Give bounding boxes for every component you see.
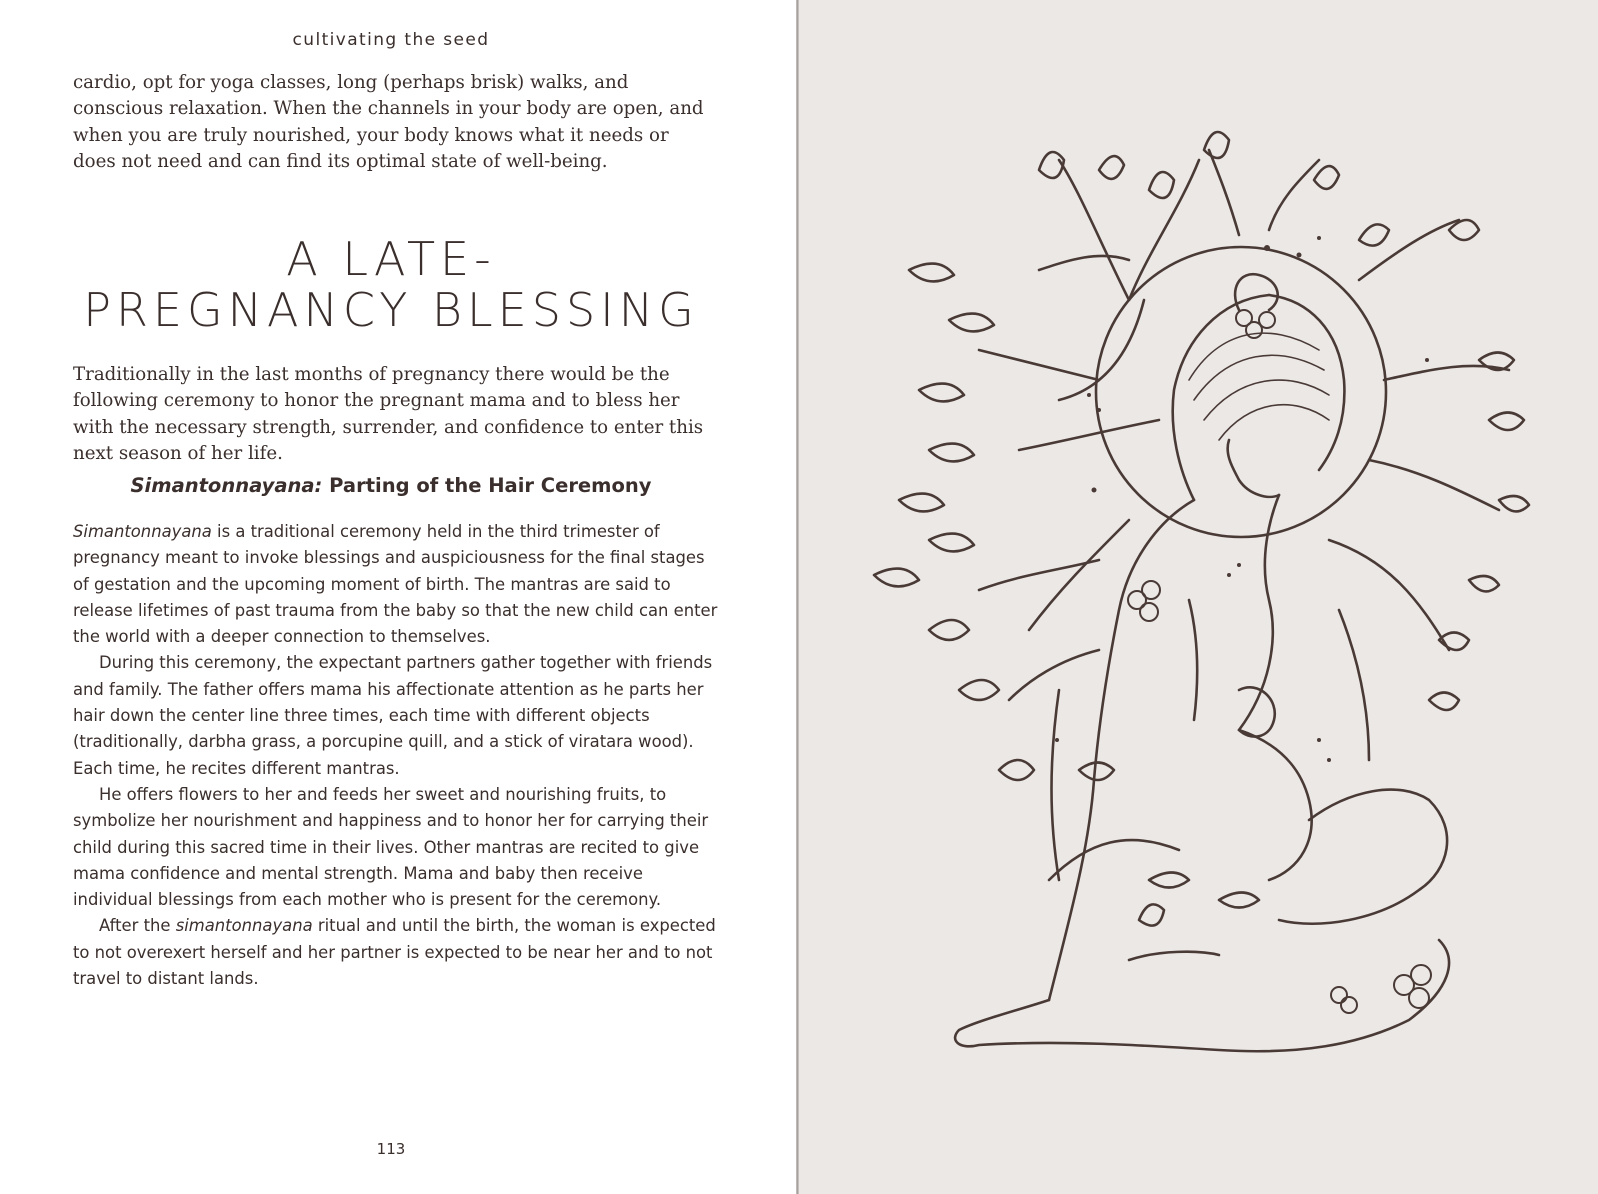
hair-lines bbox=[1189, 333, 1329, 440]
section-heading bbox=[73, 474, 709, 497]
section-heading-italic: Simantonnayana: bbox=[130, 474, 323, 497]
left-page bbox=[0, 0, 796, 1194]
running-head: cultivating the seed bbox=[292, 30, 490, 50]
paragraph-4 bbox=[73, 913, 721, 992]
paragraph-2: During this ceremony, the expectant partners gather together with friends and family. The father offers mama his affectionate attention as he parts her hair down the center line three times, each time with different objects (traditionally, darbha grass, a porcupine quill, and a stick of viratara wood). Each time, he recites different mantras. bbox=[73, 653, 713, 778]
paragraph-4-start: After the bbox=[99, 916, 176, 936]
section-heading-rest: Parting of the Hair Ceremony bbox=[322, 474, 652, 497]
paragraph-1-italic: Simantonnayana bbox=[73, 522, 212, 541]
paragraph-4-text: ritual and until the birth, the woman is expected to not overexert herself and her partner is expected to be near her and to not travel to distant lands. bbox=[73, 916, 716, 989]
page-number: 113 bbox=[376, 1140, 406, 1158]
chapter-title-line-2: PREGNANCY BLESSING bbox=[83, 283, 699, 337]
halo-circle bbox=[1096, 247, 1386, 537]
paragraph-text: cardio, opt for yoga classes, long (perhaps brisk) walks, and conscious relaxation. When the channels in your body are open, and when you are truly nourished, your body knows what it needs or does not need and can find its optimal state of well-being. bbox=[73, 72, 704, 173]
sparkles bbox=[1055, 236, 1429, 762]
chapter-title bbox=[73, 234, 709, 336]
paragraph-4-italic: simantonnayana bbox=[175, 916, 313, 936]
intro-paragraph: Traditionally in the last months of pregnancy there would be the following ceremony to honor the pregnant mama and to bless her with the necessary strength, surrender, and confidence to enter this next season of her life. bbox=[73, 364, 704, 465]
section-body bbox=[73, 519, 721, 992]
chapter-title-line-1: A LATE- bbox=[286, 232, 496, 286]
paragraph-3: He offers flowers to her and feeds her sweet and nourishing fruits, to symbolize her nourishment and happiness and to honor her for carrying their child during this sacred time in their lives. Other mantras are recited to give mama confidence and mental strength. Mama and baby then receive individual blessings from each mother who is present for the ceremony. bbox=[73, 784, 709, 910]
right-page bbox=[799, 0, 1598, 1194]
vine-branches bbox=[979, 150, 1509, 880]
leaves bbox=[874, 132, 1529, 926]
pregnant-woman-line-art-icon bbox=[799, 0, 1598, 1194]
continued-paragraph bbox=[73, 70, 713, 176]
paragraph-1-text: is a traditional ceremony held in the third trimester of pregnancy meant to invoke blessings and auspiciousness for the final stages of gestation and the upcoming moment of birth. The mantras are said to release lifetimes of past trauma from the baby so that the new child can enter the world with a deeper connection to themselves. bbox=[73, 522, 718, 647]
paragraph-1 bbox=[73, 519, 721, 650]
